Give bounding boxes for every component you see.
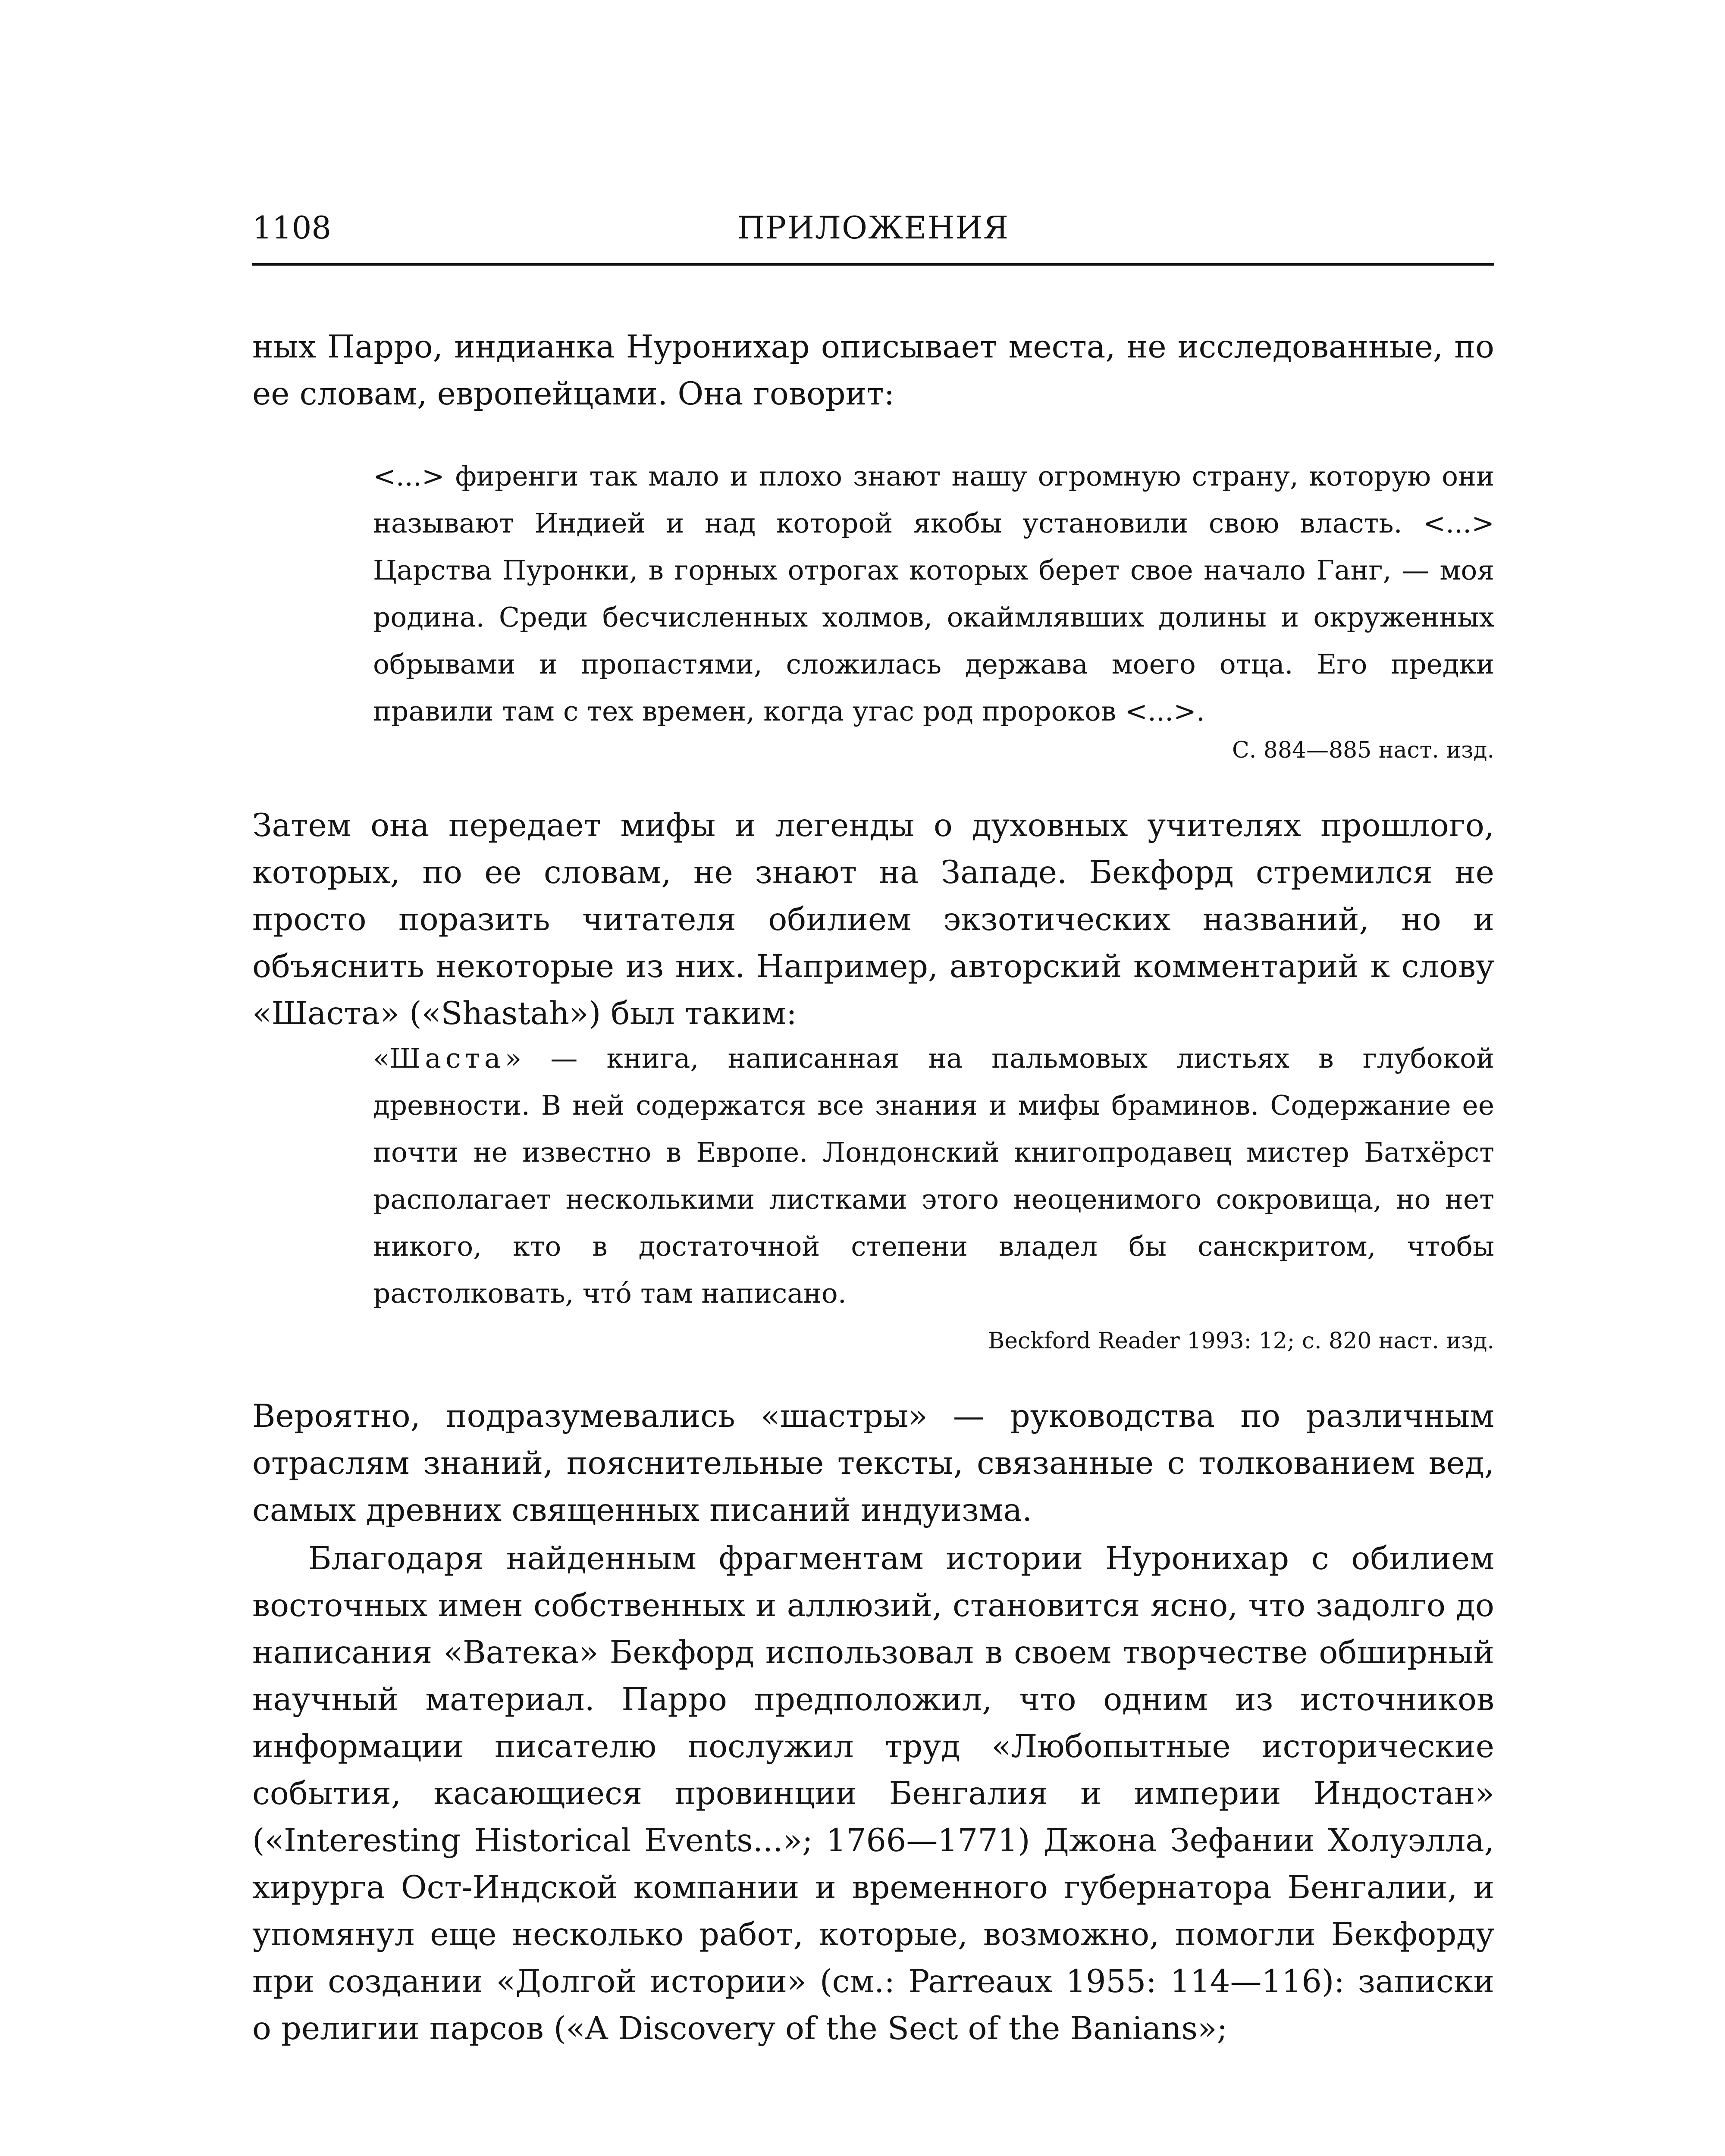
block-quote-shastah — [373, 1035, 1494, 1317]
paragraph-myths: Затем она передает мифы и легенды о духовных учителях прошлого, которых, по ее словам, не знают на Западе. Бекфорд стремился не просто поразить читателя обилием экзотических названий, но и объяснить некоторые из них. Например, авторский комментарий к слову «Шаста» («Shastah») был таким: — [252, 807, 1494, 1032]
quote-attribution-1: С. 884—885 наст. изд. — [1232, 737, 1494, 763]
paragraph-sources: Благодаря найденным фрагментам истории Нуронихар с обилием восточных имен собственных и аллюзий, становится ясно, что задолго до написания «Ватека» Бекфорд использовал в своем творчестве обширный научный материал. Парро предположил, что одним из источников информации писателю послужил труд «Любопытные исторические события, касающиеся провинции Бенгалия и империи Индостан» («Interesting Historical Events...»; 1766—1771) Джона Зефании Холуэлла, хирурга Ост-Индской компании и временного губернатора Бенгалии, и упомянул еще несколько работ, которые, возможно, помогли Бекфорду при создании «Долгой истории» (см.: Parreaux 1955: 114—116): записки о религии парсов («A Discovery of the Sect of the Banians»; — [252, 1540, 1494, 2047]
quote-text: » — книга, написанная на пальмовых листьях в глубокой древности. В ней содержатся все знания и мифы браминов. Содержание ее почти не известно в Европе. Лондонский книгопродавец мистер Батхёрст располагает несколькими листками этого неоценимого сокровища, но нет никого, кто в достаточной степени владел бы санскритом, чтобы растолковать, что́ там написано. — [373, 1043, 1494, 1309]
quote-attribution-2: Beckford Reader 1993: 12; с. 820 наст. изд. — [988, 1328, 1494, 1354]
running-head-title: ПРИЛОЖЕНИЯ — [737, 210, 1010, 246]
book-page — [252, 198, 1494, 2053]
paragraph-intro: ных Парро, индианка Нуронихар описывает места, не исследованные, по ее словам, европейцами. Она говорит: — [252, 329, 1494, 412]
running-head — [252, 198, 1494, 266]
quote-open-mark: « — [373, 1043, 390, 1074]
page-number: 1108 — [252, 210, 332, 246]
shastah-term: Шаста — [389, 1043, 505, 1074]
block-quote-nuronihar: <...> фиренги так мало и плохо знают нашу огромную страну, которую они называют Индией и над которой якобы установили свою власть. <...> Царства Пуронки, в горных отрогах которых берет свое начало Ганг, — моя родина. Среди бесчисленных холмов, окаймлявших долины и окруженных обрывами и пропастями, сложилась держава моего отца. Его предки правили там с тех времен, когда угас род пророков <...>. — [373, 461, 1494, 727]
paragraph-shastras: Вероятно, подразумевались «шастры» — руководства по различным отраслям знаний, пояснительные тексты, связанные с толкованием вед, самых древних священных писаний индуизма. — [252, 1398, 1494, 1529]
